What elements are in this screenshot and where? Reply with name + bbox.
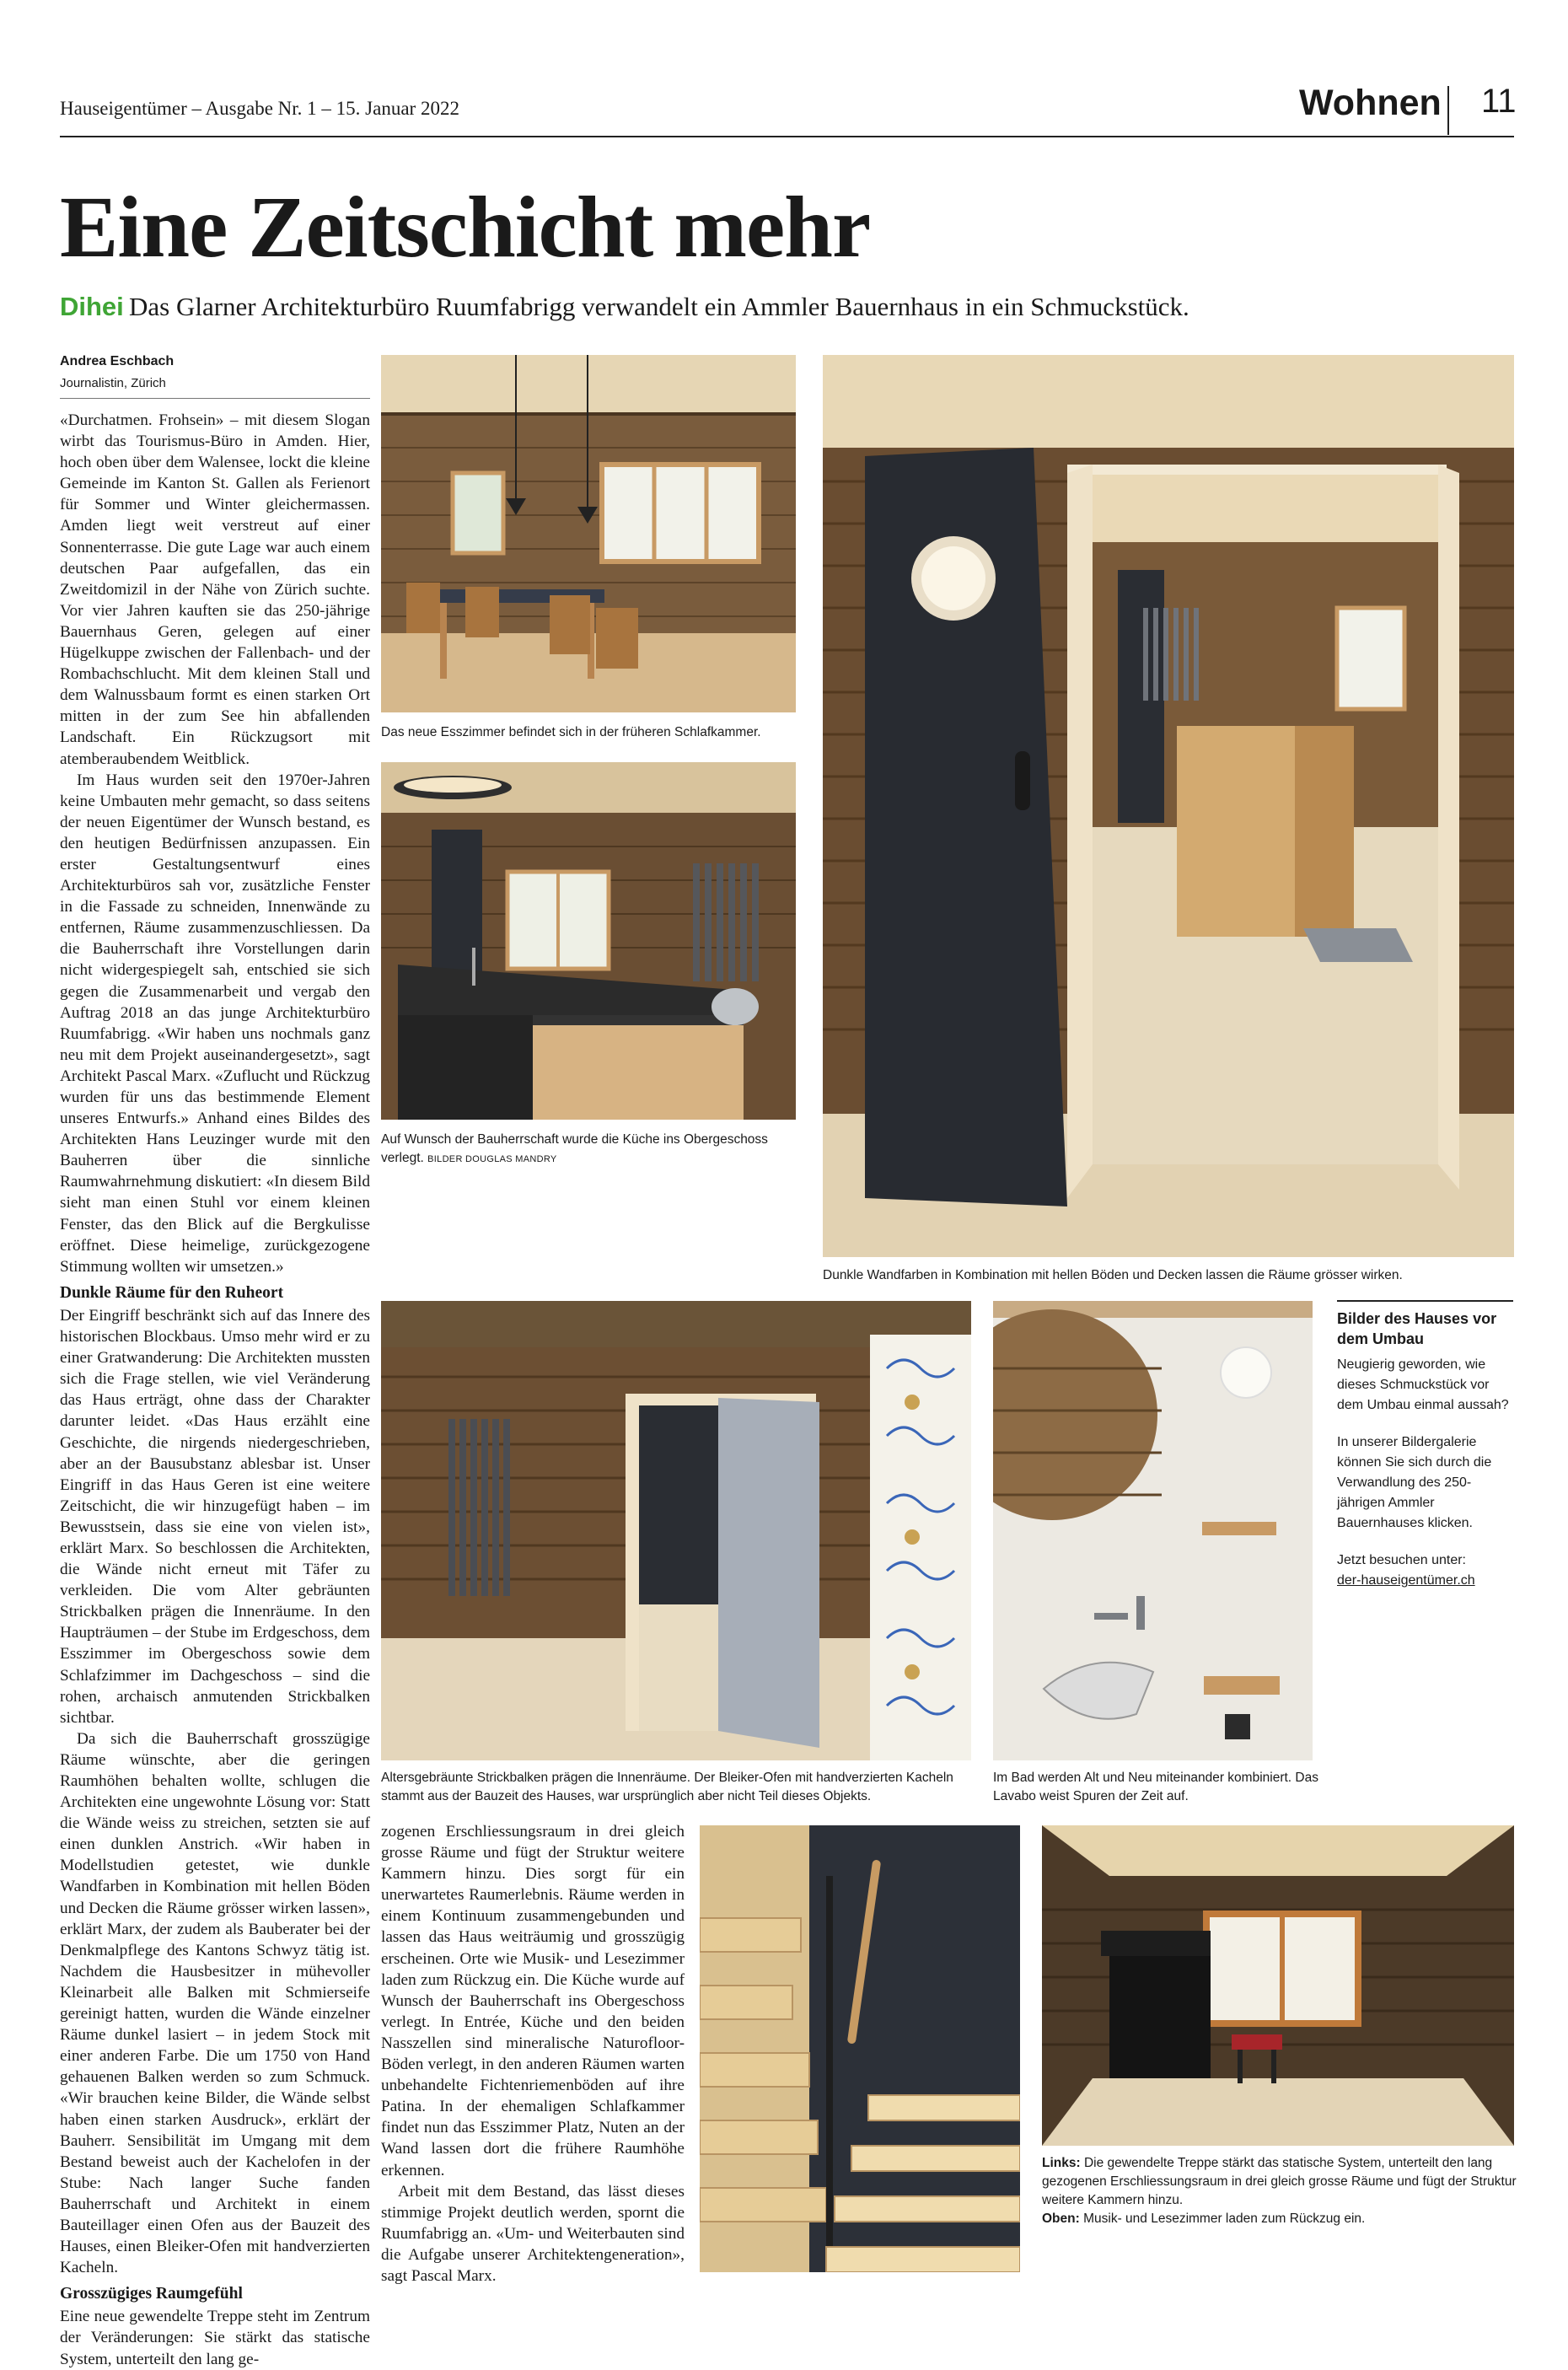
caption-links-text: Die gewendelte Treppe stärkt das statische System, unterteilt den lang gezogenen Erschliessungsraum in drei gleich grosse Räume und fügt der Struktur weitere Kammern hinzu. <box>1042 2156 1517 2207</box>
photo-bathroom <box>993 1301 1313 1760</box>
article-column-1 <box>60 410 370 2370</box>
subheading: Dunkle Räume für den Ruheort <box>60 1283 284 1302</box>
caption-kitchen-text: Auf Wunsch der Bauherrschaft wurde die Küche ins Obergeschoss verlegt. <box>381 1132 768 1165</box>
byline-rule <box>60 398 370 399</box>
sidebar-rule <box>1337 1300 1513 1302</box>
paragraph: Im Haus wurden seit den 1970er-Jahren keine Umbauten mehr gemacht, so dass seitens der neuen Eigentümer der Wunsch bestand, es den heutigen Bedürfnissen anzupassen. Ein erster Gestaltungsentwurf eines Architekturbüros sah vor, zusätzliche Fenster in die Fassade zu schneiden, Innenwände zu entfernen, Räume zusammenzuschliessen. Da die Bauherrschaft ihre Vorstellungen darin nicht widergespiegelt sah, entschied sie sich gegen die Zusammenarbeit und vergab den Auftrag 2018 an das junge Architekturbüro Ruumfabrigg. «Wir haben uns nochmals ganz neu mit dem Projekt auseinandergesetzt», sagt Architekt Pascal Marx. «Zuflucht und Rückzug wurden für uns das bestimmende Element unseres Entwurfs.» Anhand eines Bildes des Architekten Hans Leuzinger wurde mit den Bauherren über die sinnliche Raumwahrnehmung diskutiert: «In diesem Bild sieht man einen Stuhl vor einem kleinen Fenster, das den Blick auf die Bergkulisse eröffnet. Diese heimelige, zurückgezogene Stimmung wollten wir umsetzen.» <box>60 771 370 1276</box>
photo-doorway <box>823 355 1514 1257</box>
sidebar-body <box>1337 1355 1518 1591</box>
caption-doorway: Dunkle Wandfarben in Kombination mit hellen Böden und Decken lassen die Räume grösser wirken. <box>823 1268 1403 1282</box>
caption-stove: Altersgebräunte Strickbalken prägen die Innenräume. Der Bleiker-Ofen mit handverzierten Kacheln stammt aus der Bauzeit des Hauses, war ursprünglich aber nicht Teil dieses Objekts. <box>381 1771 953 1803</box>
header-divider <box>1447 86 1449 135</box>
paragraph: zogenen Erschliessungsraum in drei gleich grosse Räume und fügt der Struktur weitere Kammern hinzu. Dies sorgt für ein unerwartetes Raumerlebnis. Räume werden in einem Kontinuum zusammengebunden und lassen das Haus weiträumig und grosszügig erscheinen. Orte wie Musik- und Lesezimmer laden zum Rückzug ein. Die Küche wurde auf Wunsch der Bauherrschaft ins Obergeschoss verlegt. In Entrée, Küche und den beiden Nasszellen sind mineralische Naturofloor-Böden verlegt, in den anderen Räumen warten unbehandelte Fichtenriemenböden auf ihre Patina. In der ehemaligen Schlafkammer findet nun das Esszimmer Platz, Nuten an der Wand lassen dort die frühere Raumhöhe erkennen. <box>381 1823 685 2179</box>
paragraph: «Durchatmen. Frohsein» – mit diesem Slogan wirbt das Tourismus-Büro in Amden. Hier, hoch oben über dem Walensee, lockt die kleine Gemeinde im Kanton St. Gallen als Ferienort für Sommer und Winter gleichermassen. Amden liegt weit verstreut auf einer Sonnenterrasse. Die gute Lage war auch einem deutschen Paar aufgefallen, das ein Zweitdomizil in der Nähe von Zürich suchte. Vor vier Jahren kauften sie das 250-jährige Bauernhaus Geren, gelegen auf einer Hügelkuppe zwischen der Fallenbach- und der Rombachschlucht. Mit dem kleinen Stall und dem Walnussbaum formt es einen starken Ort mitten in der zum See hin abfallenden Landschaft. Ein Rückzugsort mit atemberaubendem Weitblick. <box>60 411 370 768</box>
subheading: Grosszügiges Raumgefühl <box>60 2285 243 2303</box>
sidebar-paragraph: In unserer Bildergalerie können Sie sich durch die Verwandlung des 250-jährigen Ammler Bauernhauses klicken. <box>1337 1435 1492 1530</box>
caption-label-oben: Oben: <box>1042 2211 1080 2226</box>
photo-dining-room <box>381 355 796 712</box>
photo-kitchen <box>381 762 796 1120</box>
headline: Eine Zeitschicht mehr <box>60 179 871 276</box>
caption-bottom <box>1042 2154 1522 2228</box>
sidebar-title: Bilder des Hauses vor dem Umbau <box>1337 1310 1497 1347</box>
sidebar-cta-label: Jetzt besuchen unter: <box>1337 1553 1466 1567</box>
article-column-2 <box>381 1821 685 2287</box>
photo-staircase <box>700 1825 1020 2272</box>
author-role: Journalistin, Zürich <box>60 376 166 390</box>
paragraph: Eine neue gewendelte Treppe steht im Zentrum der Veränderungen: Sie stärkt das statische System, unterteilt den lang ge- <box>60 2308 370 2368</box>
caption-label-links: Links: <box>1042 2156 1081 2170</box>
sidebar-paragraph: Neugierig geworden, wie dieses Schmuckstück vor dem Umbau einmal aussah? <box>1337 1357 1509 1412</box>
publication-line: Hauseigentümer – Ausgabe Nr. 1 – 15. Januar 2022 <box>60 98 459 119</box>
caption-dining-room: Das neue Esszimmer befindet sich in der früheren Schlafkammer. <box>381 725 761 739</box>
paragraph: Der Eingriff beschränkt sich auf das Innere des historischen Blockbaus. Umso mehr wird er zu einer Gratwanderung: Die Architekten mussten sich die Frage stellen, wie viel Veränderung das Haus erträgt, ohne dass der Charakter darunter leidet. «Das Haus erzählt eine Geschichte, die nirgends niedergeschrieben, aber an der Bausubstanz ablesbar ist. Unser Eingriff in das Haus Geren ist eine weitere Zeitschicht, die wir hinzugefügt haben – im Bewusstsein, dass sie eine von vielen ist», erklärt Marx. So beschlossen die Architekten, die Wände nicht erneut mit Täfer zu verkleiden. Die vom Alter gebräunten Strickbalken prägen die Innenräume. In den Haupträumen – der Stube im Erdgeschoss, dem Esszimmer im Obergeschoss sowie dem Schlafzimmer im Dachgeschoss – sind die rohen, archaisch anmutenden Strickbalken sichtbar. <box>60 1306 370 1727</box>
section-title: Wohnen <box>1299 83 1442 123</box>
photo-stove <box>381 1301 971 1760</box>
caption-bathroom: Im Bad werden Alt und Neu miteinander kombiniert. Das Lavabo weist Spuren der Zeit auf. <box>993 1771 1318 1803</box>
photo-music-room <box>1042 1825 1514 2146</box>
paragraph: Arbeit mit dem Bestand, das lässt dieses stimmige Projekt deutlich werden, spornt die Ruumfabrigg an. «Um- und Weiterbauten sind die Aufgabe unserer Architektengeneration», sagt Pascal Marx. <box>381 2182 685 2285</box>
page-number: 11 <box>1481 83 1517 120</box>
paragraph: Da sich die Bauherrschaft grosszügige Räume wünschte, aber die geringen Raumhöhen behalten wollte, schlugen die Architekten eine ungewohnte Lösung vor: Statt die Wände weiss zu streichen, setzten sie auf einen dunklen Anstrich. «Wir haben in Modellstudien getestet, wie dunkle Wandfarben in Kombination mit hellen Böden und Decken die Räume grösser wirken lassen», erklärt Marx, der zudem als Bauberater bei der Denkmalpflege des Kantons Schwyz tätig ist. Nachdem die Hausbesitzer in mühevoller Kleinarbeit alle Balken mit Schmierseife gereinigt hatten, wurden die Wände einzelner Räume dunkel lasiert – in jedem Stock mit einer anderen Farbe. Die um 1750 von Hand gehauenen Balken werden so zum Schmuck. «Wir brauchen keine Bilder, die Wände selbst haben einen starken Ausdruck», erklärt der Bauherr. Sensibilität im Umgang mit dem Bestand beweist auch der Kachelofen in der Stube: Nach langer Suche fanden Bauherrschaft und Architekt in einem Bauteillager einen Ofen aus der Bauzeit des Hauses, einen Bleiker-Ofen mit handverzierten Kacheln. <box>60 1729 370 2277</box>
author-name: Andrea Eschbach <box>60 354 175 368</box>
photo-credit: BILDER DOUGLAS MANDRY <box>427 1154 557 1164</box>
caption-kitchen <box>381 1131 803 1169</box>
caption-oben-text: Musik- und Lesezimmer laden zum Rückzug ein. <box>1083 2211 1366 2226</box>
header-rule <box>60 136 1514 137</box>
deck: Das Glarner Architekturbüro Ruumfabrigg verwandelt ein Ammler Bauernhaus in ein Schmuckstück. <box>129 292 1189 321</box>
kicker: Dihei <box>60 292 124 321</box>
sidebar-link[interactable]: der-hauseigentümer.ch <box>1337 1573 1475 1588</box>
